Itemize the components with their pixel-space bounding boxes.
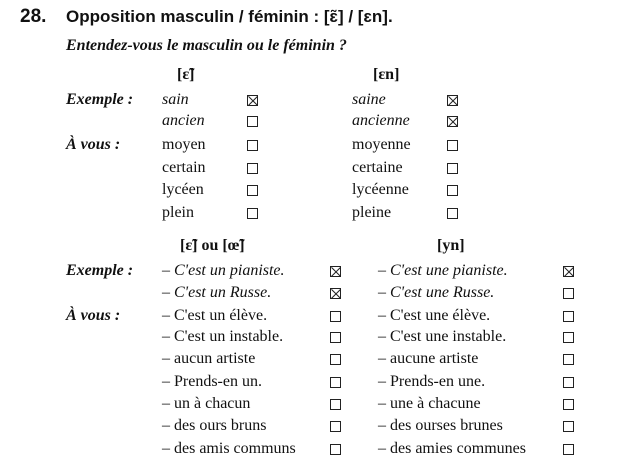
- part1-item-right: moyenne: [352, 136, 411, 153]
- part2-item-right: – une à chacune: [378, 395, 481, 412]
- part2-item-left: – des ours bruns: [162, 417, 267, 434]
- part1-item-left-checkbox[interactable]: [247, 185, 258, 196]
- part1-head-left: [ɛ̃]: [177, 66, 195, 83]
- part2-item-right: – C'est une élève.: [378, 307, 491, 324]
- part1-item-right: lycéenne: [352, 181, 409, 198]
- part1-item-right: pleine: [352, 204, 392, 221]
- part2-item-right-checkbox[interactable]: [563, 332, 574, 343]
- part2-example-right-checkbox[interactable]: [563, 266, 574, 277]
- part1-example-right: ancienne: [352, 112, 410, 129]
- part1-item-right: certaine: [352, 159, 403, 176]
- your-turn-label: À vous :: [66, 307, 121, 324]
- part2-item-right: – aucune artiste: [378, 350, 479, 367]
- part1-item-left-checkbox[interactable]: [247, 140, 258, 151]
- part1-example-left-checkbox[interactable]: [247, 116, 258, 127]
- part1-example-right: saine: [352, 91, 386, 108]
- part1-item-right-checkbox[interactable]: [447, 163, 458, 174]
- part2-item-left-checkbox[interactable]: [330, 421, 341, 432]
- part2-item-left-checkbox[interactable]: [330, 377, 341, 388]
- part1-item-left-checkbox[interactable]: [247, 163, 258, 174]
- part2-item-right-checkbox[interactable]: [563, 399, 574, 410]
- part1-item-left: moyen: [162, 136, 206, 153]
- part1-item-right-checkbox[interactable]: [447, 140, 458, 151]
- part2-head-left: [ɛ̃] ou [œ̃]: [180, 237, 245, 254]
- part1-example-left: sain: [162, 91, 189, 108]
- part2-item-right-checkbox[interactable]: [563, 377, 574, 388]
- your-turn-label: À vous :: [66, 136, 121, 153]
- part1-example-right-checkbox[interactable]: [447, 116, 458, 127]
- part1-head-right: [ɛn]: [373, 66, 400, 83]
- part2-item-left-checkbox[interactable]: [330, 311, 341, 322]
- part2-item-right: – C'est une instable.: [378, 328, 507, 345]
- part2-item-left: – Prends-en un.: [162, 373, 262, 390]
- part2-example-right: – C'est une Russe.: [378, 284, 495, 301]
- example-label: Exemple :: [66, 91, 134, 108]
- part1-item-right-checkbox[interactable]: [447, 185, 458, 196]
- part2-item-left: – des amis communs: [162, 440, 296, 457]
- part2-example-right-checkbox[interactable]: [563, 288, 574, 299]
- part2-item-right-checkbox[interactable]: [563, 444, 574, 455]
- part1-example-left-checkbox[interactable]: [247, 95, 258, 106]
- part1-item-left-checkbox[interactable]: [247, 208, 258, 219]
- exercise-title: Opposition masculin / féminin : [ɛ̃] / [ɛn].: [66, 7, 393, 26]
- part2-item-left-checkbox[interactable]: [330, 354, 341, 365]
- part2-item-right-checkbox[interactable]: [563, 354, 574, 365]
- part2-item-right: – des amies communes: [378, 440, 526, 457]
- exercise-number: 28.: [20, 6, 47, 27]
- part2-item-left: – C'est un élève.: [162, 307, 268, 324]
- part2-example-left-checkbox[interactable]: [330, 288, 341, 299]
- part2-item-left-checkbox[interactable]: [330, 399, 341, 410]
- part2-item-left: – aucun artiste: [162, 350, 256, 367]
- part2-head-right: [yn]: [437, 237, 465, 254]
- example-label: Exemple :: [66, 262, 134, 279]
- exercise-instruction: Entendez-vous le masculin ou le féminin ?: [66, 37, 347, 54]
- part2-item-right-checkbox[interactable]: [563, 421, 574, 432]
- part2-example-left-checkbox[interactable]: [330, 266, 341, 277]
- part1-item-left: certain: [162, 159, 206, 176]
- part1-example-right-checkbox[interactable]: [447, 95, 458, 106]
- part2-item-right: – des ourses brunes: [378, 417, 503, 434]
- part2-example-left: – C'est un Russe.: [162, 284, 272, 301]
- part1-item-right-checkbox[interactable]: [447, 208, 458, 219]
- part2-example-left: – C'est un pianiste.: [162, 262, 285, 279]
- part2-item-right: – Prends-en une.: [378, 373, 486, 390]
- part2-item-right-checkbox[interactable]: [563, 311, 574, 322]
- part1-item-left: lycéen: [162, 181, 204, 198]
- part2-item-left-checkbox[interactable]: [330, 332, 341, 343]
- part1-item-left: plein: [162, 204, 194, 221]
- part1-example-left: ancien: [162, 112, 205, 129]
- part2-item-left: – un à chacun: [162, 395, 251, 412]
- part2-item-left: – C'est un instable.: [162, 328, 284, 345]
- part2-example-right: – C'est une pianiste.: [378, 262, 508, 279]
- part2-item-left-checkbox[interactable]: [330, 444, 341, 455]
